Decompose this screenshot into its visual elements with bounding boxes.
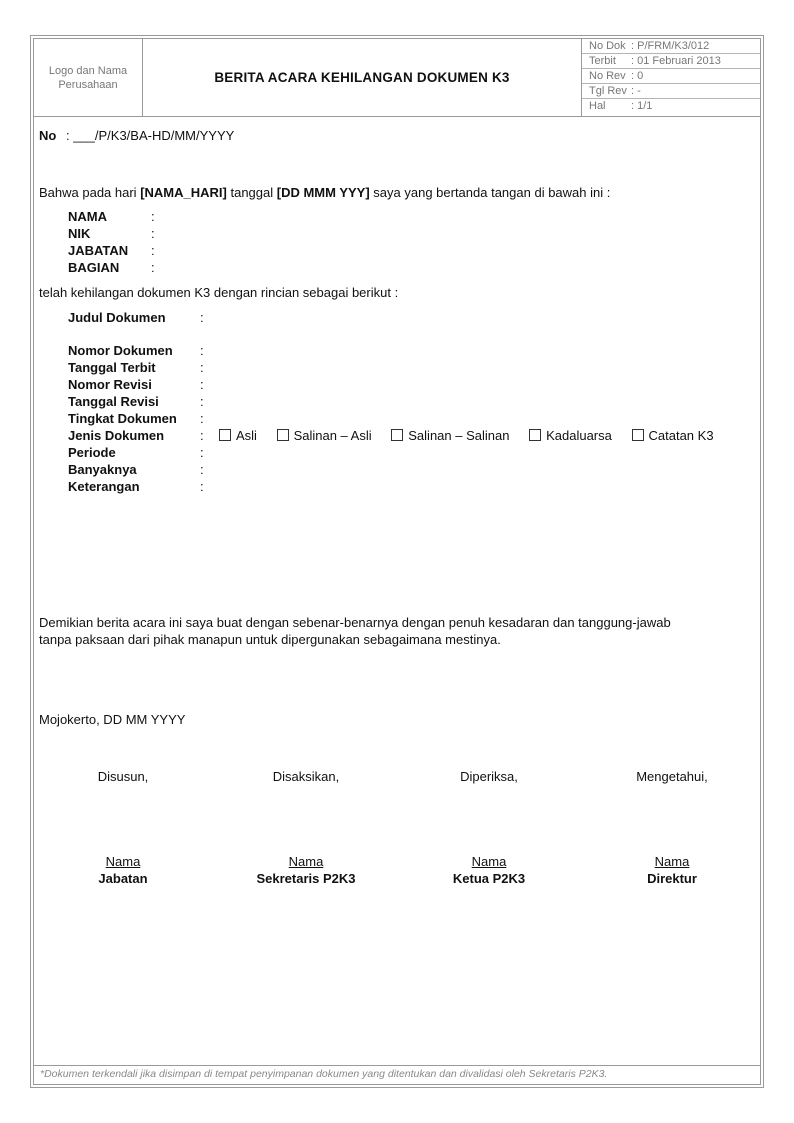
document-number-value: : ___/P/K3/BA-HD/MM/YYYY (65, 128, 235, 143)
field-colon: : (151, 209, 155, 224)
field-label-nomor-revisi: Nomor Revisi (68, 377, 152, 392)
place-date: Mojokerto, DD MM YYYY (39, 712, 186, 727)
signature-position: Sekretaris P2K3 (256, 871, 356, 886)
jenis-dokumen-options (219, 428, 714, 443)
intro-date-placeholder: [DD MMM YYY] (276, 185, 370, 200)
signature-name: Nama (654, 854, 690, 869)
checkbox-asli[interactable] (219, 428, 257, 443)
logo-placeholder (34, 39, 143, 116)
checkbox-icon[interactable] (277, 429, 289, 441)
field-label-tanggal-revisi: Tanggal Revisi (68, 394, 159, 409)
document-meta-table (581, 39, 760, 116)
field-label-keterangan: Keterangan (68, 479, 140, 494)
document-title: BERITA ACARA KEHILANGAN DOKUMEN K3 (214, 70, 510, 85)
meta-value: : P/FRM/K3/012 (631, 40, 710, 52)
field-colon: : (151, 260, 155, 275)
signature-name: Nama (471, 854, 507, 869)
field-colon: : (200, 377, 204, 392)
field-label-nik: NIK (68, 226, 91, 241)
checkbox-icon[interactable] (529, 429, 541, 441)
meta-row-hal (582, 99, 760, 115)
field-colon: : (200, 310, 204, 325)
field-label-jenis-dokumen: Jenis Dokumen (68, 428, 165, 443)
signature-position: Jabatan (98, 871, 148, 886)
checkbox-label: Salinan – Asli (293, 428, 372, 443)
field-label-tingkat-dokumen: Tingkat Dokumen (68, 411, 177, 426)
checkbox-icon[interactable] (391, 429, 403, 441)
field-colon: : (200, 462, 204, 477)
lost-intro: telah kehilangan dokumen K3 dengan rincian sebagai berikut : (39, 285, 399, 300)
meta-value: : - (631, 85, 641, 97)
checkbox-label: Catatan K3 (648, 428, 714, 443)
intro-sentence (39, 185, 610, 200)
meta-row-tgl-rev (582, 84, 760, 99)
field-label-banyaknya: Banyaknya (68, 462, 137, 477)
field-colon: : (200, 343, 204, 358)
field-colon: : (200, 360, 204, 375)
meta-key: No Dok (589, 40, 626, 52)
logo-text: Logo dan Nama Perusahaan (48, 64, 128, 91)
checkbox-salinan-asli[interactable] (277, 428, 372, 443)
field-label-bagian: BAGIAN (68, 260, 120, 275)
document-header (34, 39, 760, 117)
closing-line-1: Demikian berita acara ini saya buat dengan sebenar-benarnya dengan penuh kesadaran dan tanggung-jawab (39, 615, 671, 630)
meta-row-terbit (582, 54, 760, 69)
meta-row-no-dok (582, 39, 760, 54)
document-number-label: No (39, 128, 57, 143)
signature-role-disaksikan: Disaksikan, (272, 769, 340, 784)
signature-role-disusun: Disusun, (97, 769, 149, 784)
signature-position: Ketua P2K3 (452, 871, 526, 886)
field-colon: : (200, 479, 204, 494)
field-colon: : (200, 411, 204, 426)
signature-role-mengetahui: Mengetahui, (636, 769, 708, 784)
meta-key: Hal (589, 100, 606, 112)
meta-key: No Rev (589, 70, 626, 82)
field-label-nama: NAMA (68, 209, 107, 224)
intro-day-placeholder: [NAMA_HARI] (140, 185, 227, 200)
meta-value: : 1/1 (631, 100, 653, 112)
field-label-judul-dokumen: Judul Dokumen (68, 310, 166, 325)
signature-name: Nama (105, 854, 141, 869)
checkbox-salinan-salinan[interactable] (391, 428, 509, 443)
meta-row-no-rev (582, 69, 760, 84)
checkbox-icon[interactable] (219, 429, 231, 441)
closing-line-2: tanpa paksaan dari pihak manapun untuk dipergunakan sebagaimana mestinya. (39, 632, 501, 647)
meta-value: : 01 Februari 2013 (631, 55, 721, 67)
meta-value: : 0 (631, 70, 644, 82)
field-colon: : (200, 445, 204, 460)
field-colon: : (151, 226, 155, 241)
meta-key: Terbit (589, 55, 616, 67)
field-colon: : (200, 394, 204, 409)
checkbox-label: Salinan – Salinan (408, 428, 510, 443)
checkbox-label: Asli (236, 428, 257, 443)
intro-part3: saya yang bertanda tangan di bawah ini : (369, 185, 611, 200)
document-inner-frame (33, 38, 761, 1085)
field-colon: : (151, 243, 155, 258)
signature-name: Nama (288, 854, 324, 869)
field-label-jabatan: JABATAN (68, 243, 129, 258)
checkbox-label: Kadaluarsa (546, 428, 612, 443)
signature-role-diperiksa: Diperiksa, (460, 769, 518, 784)
intro-part2: tanggal (226, 185, 277, 200)
footer-note: *Dokumen terkendali jika disimpan di tempat penyimpanan dokumen yang ditentukan dan divalidasi oleh Sekretaris P2K3. (34, 1065, 760, 1084)
field-label-nomor-dokumen: Nomor Dokumen (68, 343, 173, 358)
field-colon: : (200, 428, 204, 443)
intro-part1: Bahwa pada hari (39, 185, 141, 200)
field-label-tanggal-terbit: Tanggal Terbit (68, 360, 156, 375)
signature-position: Direktur (647, 871, 697, 886)
document-number (39, 128, 234, 143)
checkbox-catatan-k3[interactable] (632, 428, 714, 443)
checkbox-icon[interactable] (632, 429, 644, 441)
meta-key: Tgl Rev (589, 85, 627, 97)
document-frame (30, 35, 764, 1088)
checkbox-kadaluarsa[interactable] (529, 428, 612, 443)
field-label-periode: Periode (68, 445, 116, 460)
